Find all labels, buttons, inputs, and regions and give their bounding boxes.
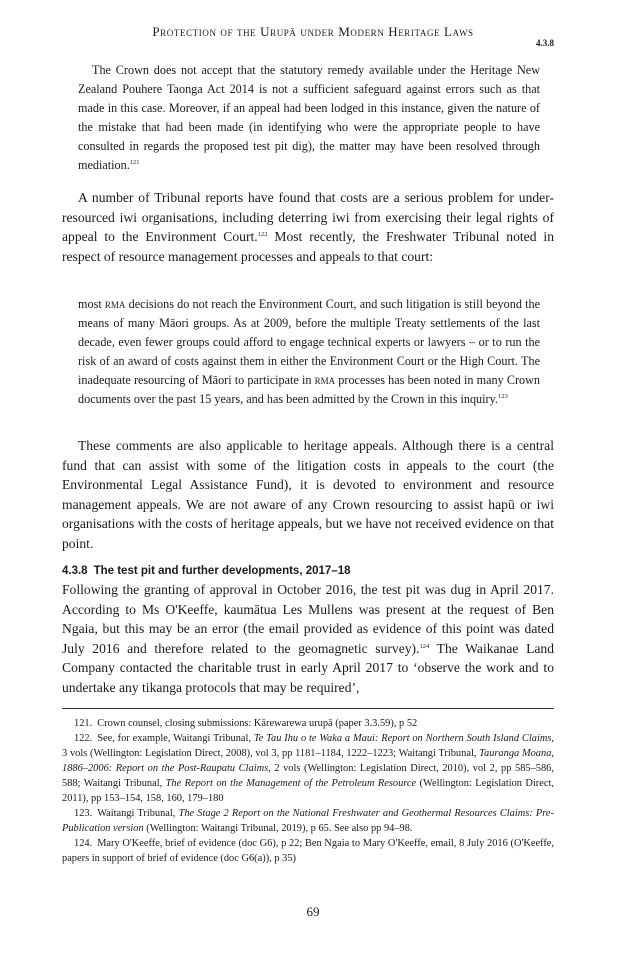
section-heading-number: 4.3.8 (62, 565, 88, 577)
footnote-text: , 3 vols (Wellington: Legislation Direct, 2008), vol 3, pp 1181–1184, 1222–1223; Waitangi Tribunal, (62, 733, 554, 759)
section-heading-title: The test pit and further developments, 2017–18 (93, 565, 351, 577)
footnote-ref-121[interactable]: 121 (129, 159, 140, 166)
footnote-ref-124[interactable]: 124 (419, 642, 430, 650)
footnote-124 (62, 836, 554, 866)
paragraph-text: Following the granting of approval in October 2016, the test pit was dug in April 2017. According to Ms O'Keeffe, kaumātua Les Mullens was present at the request of Ben Ngaia, but this may be an error (the email provided as evidence of this point was dated July 2016 and therefore related to the geomagnetic survey). (62, 582, 554, 656)
paragraph-text: Most recently, the Freshwater Tribunal noted in respect of resource management processes and appeals to that court: (62, 229, 554, 264)
footnote-number: 124. (74, 838, 93, 849)
paragraph-heritage-appeals (62, 436, 554, 554)
footnote-text: (Wellington: Waitangi Tribunal, 2019), p 65. See also pp 94–98. (143, 823, 413, 834)
footnote-title: Te Tau Ihu o te Waka a Maui: Report on Northern South Island Claims (253, 733, 552, 744)
paragraph-costs (62, 188, 554, 266)
footnote-123 (62, 806, 554, 836)
footnote-ref-123[interactable]: 123 (497, 393, 508, 400)
footnote-text: Mary O'Keeffe, brief of evidence (doc G6), p 22; Ben Ngaia to Mary O'Keeffe, email, 8 July 2016 (O'Keeffe, papers in support of brief of evidence (doc G6(a)), p 35) (62, 838, 554, 864)
quote-text: most (78, 297, 105, 311)
footnote-divider (62, 708, 554, 709)
footnote-text: See, for example, Waitangi Tribunal, (97, 733, 254, 744)
footnote-number: 121. (74, 718, 93, 729)
quote-acronym: rma (314, 373, 336, 387)
footnote-text: Waitangi Tribunal, (97, 808, 179, 819)
paragraph-test-pit (62, 580, 554, 698)
paragraph-text: A number of Tribunal reports have found that costs are a serious problem for under-resourced iwi organisations, including deterring iwi from exercising their legal rights of appeal to the Environment Court. (62, 190, 554, 245)
quote-text: processes has been noted in many Crown documents over the past 15 years, and has been admitted by the Crown in this inquiry. (78, 373, 540, 406)
section-heading (62, 563, 554, 579)
footnote-122 (62, 731, 554, 806)
footnote-text: , 2 vols (Wellington: Legislation Direct, 2010), vol 2, pp 585–586, 588; Waitangi Tribunal, (62, 763, 554, 789)
footnote-title: The Stage 2 Report on the National Freshwater and Geothermal Resources Claims: Pre-Publication version (62, 808, 554, 834)
footnote-title: Tauranga Moana, 1886–2006: Report on the Post-Raupatu Claims (62, 748, 554, 774)
paragraph-text: These comments are also applicable to heritage appeals. Although there is a central fund that can assist with some of the litigation costs in appeals to the court (the Environmental Legal Assistance Fund), it is devoted to environment and resource management appeals. We are not aware of any Crown resourcing to assist hapū or iwi organisations with the costs of heritage appeals, but we have not received evidence on that point. (62, 438, 554, 551)
footnote-121 (62, 716, 554, 731)
running-head: Protection of the Urupā under Modern Heritage Laws (152, 24, 474, 39)
footnotes (62, 716, 554, 866)
quote-text: decisions do not reach the Environment Court, and such litigation is still beyond the means of many Māori groups. As at 2009, before the multiple Treaty settlements of the last decade, even fewer groups could afford to engage technical experts or lawyers – or to run the risk of an award of costs against them in either the Environment Court or the High Court. The inadequate resourcing of Māori to participate in (78, 297, 540, 387)
quote-text: The Crown does not accept that the statutory remedy available under the Heritage New Zealand Pouhere Taonga Act 2014 is not a sufficient safeguard against errors such as that made in this case. Moreover, if an appeal had been lodged in this instance, given the nature of the mistake that had been made (in identifying who were the appropriate people to have consulted in regards the proposed test pit dig), the matter may have been resolved through mediation. (78, 63, 540, 172)
footnote-number: 123. (74, 808, 93, 819)
block-quote-freshwater-tribunal (78, 295, 540, 409)
block-quote-crown-submission (78, 61, 540, 175)
section-reference: 4.3.8 (536, 38, 554, 48)
footnote-text: (Wellington: Legislation Direct, 2011), pp 153–154, 158, 160, 179–180 (62, 778, 554, 804)
footnote-title: The Report on the Management of the Petroleum Resource (165, 778, 417, 789)
quote-acronym: rma (104, 297, 126, 311)
footnote-text: Crown counsel, closing submissions: Kārewarewa urupā (paper 3.3.59), p 52 (97, 718, 418, 729)
paragraph-text: The Waikanae Land Company contacted the charitable trust in early April 2017 to ‘observe the work and to undertake any tikanga protocols that may be required’, (62, 640, 554, 695)
footnote-number: 122. (74, 733, 93, 744)
page-number: 69 (306, 904, 320, 919)
footnote-ref-122[interactable]: 122 (257, 231, 268, 239)
